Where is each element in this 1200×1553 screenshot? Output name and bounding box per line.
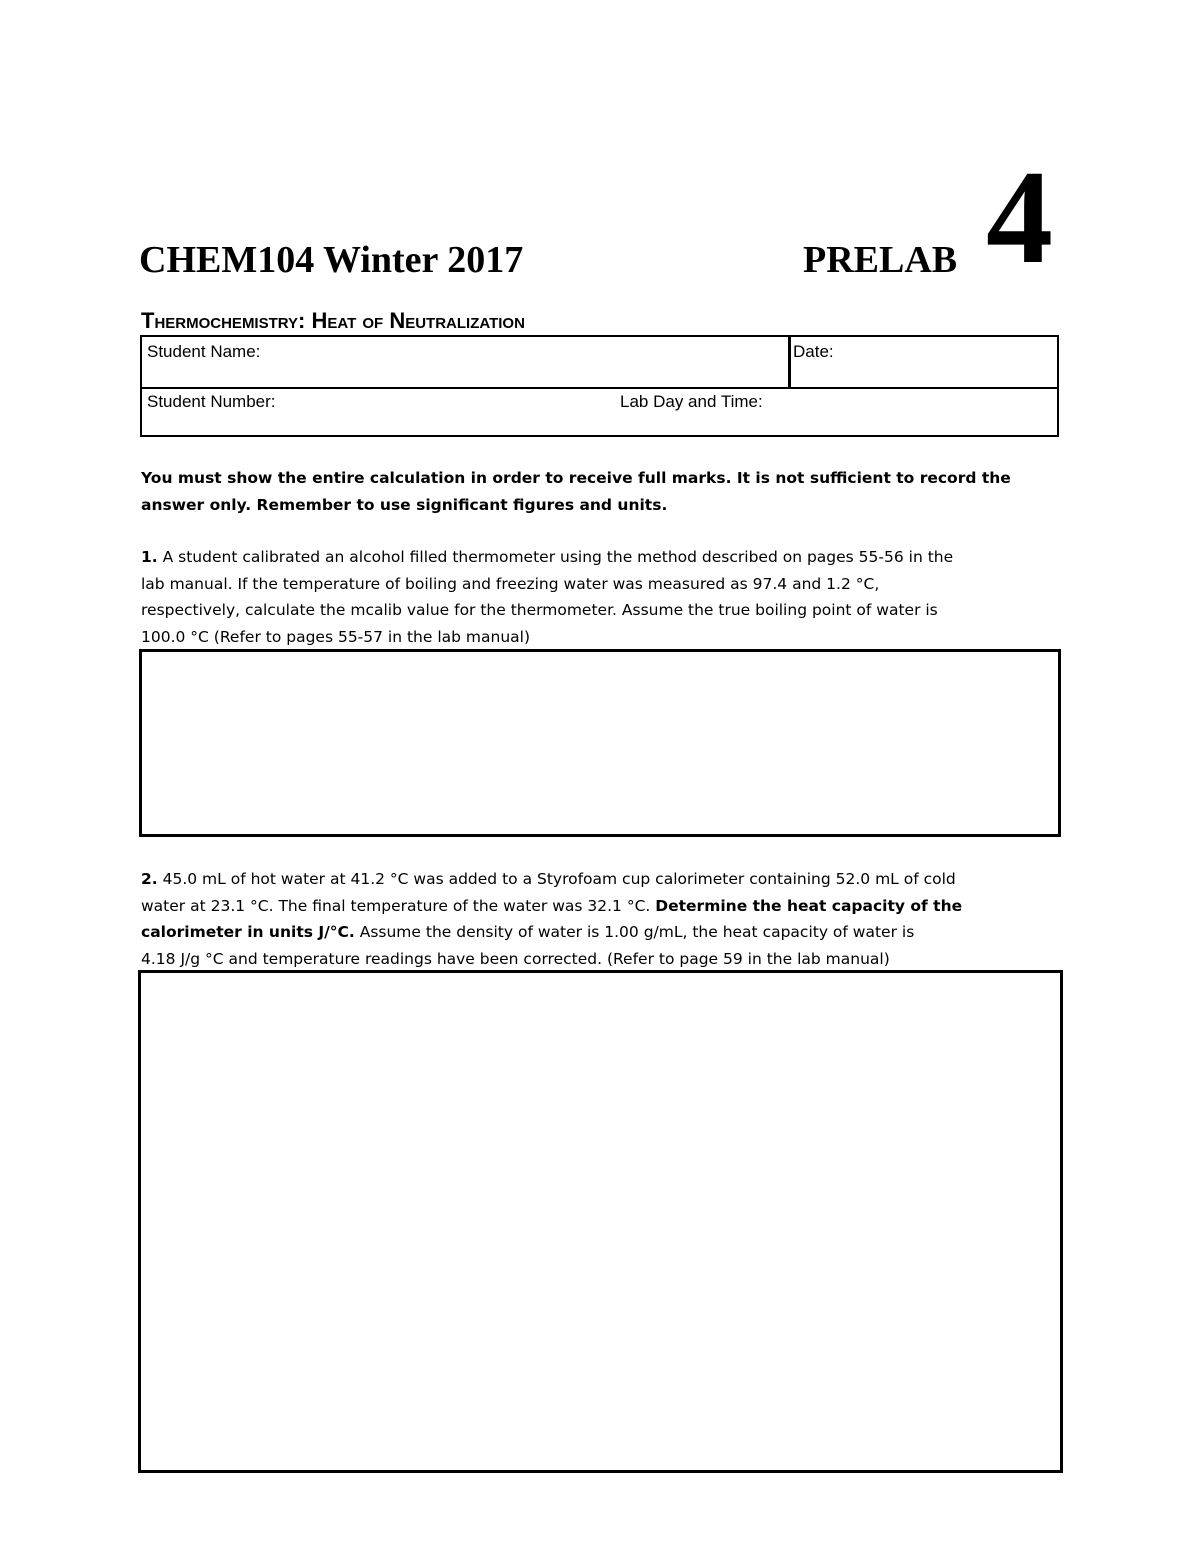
answer-box-question-1[interactable] (139, 649, 1061, 837)
prelab-label: PRELAB (803, 239, 958, 281)
answer-box-question-2[interactable] (138, 970, 1063, 1473)
question-line (141, 866, 1061, 893)
info-column-divider (788, 337, 791, 387)
instructions (141, 465, 1061, 519)
question-line: 100.0 °C (Refer to pages 55-57 in the lab manual) (141, 627, 531, 646)
info-row-number-labday (142, 387, 1057, 435)
student-number-field[interactable]: Student Number: (147, 392, 276, 411)
question-2 (141, 866, 1061, 972)
question-text: 45.0 mL of hot water at 41.2 °C was added to a Styrofoam cup calorimeter containing 52.0 mL of cold (157, 870, 956, 888)
date-field[interactable]: Date: (793, 342, 834, 361)
lab-title: Thermochemistry: Heat of Neutralization (141, 308, 525, 333)
instructions-line: You must show the entire calculation in order to receive full marks. It is not sufficient to record the (141, 469, 1011, 487)
course-title: CHEM104 Winter 2017 (139, 239, 524, 281)
question-text: A student calibrated an alcohol filled thermometer using the method described on pages 55-56 in the (157, 548, 954, 566)
lab-day-time-field[interactable]: Lab Day and Time: (620, 392, 763, 411)
info-row-name-date (142, 337, 1057, 389)
instructions-line: answer only. Remember to use significant figures and units. (141, 496, 668, 514)
question-text-emphasis: Determine the heat capacity of the (655, 896, 963, 915)
question-line (141, 544, 1061, 571)
prelab-number: 4 (986, 143, 1053, 291)
question-1 (141, 544, 1061, 650)
question-line: 4.18 J/g °C and temperature readings have been corrected. (Refer to page 59 in the lab manual) (141, 949, 890, 968)
question-text: water at 23.1 °C. The final temperature of the water was 32.1 °C. (141, 896, 656, 915)
question-line: lab manual. If the temperature of boiling and freezing water was measured as 97.4 and 1.2 °C, (141, 574, 880, 593)
question-number: 2. (141, 870, 158, 888)
question-text: Assume the density of water is 1.00 g/mL, the heat capacity of water is (354, 923, 915, 941)
question-line (141, 893, 1061, 920)
question-line (141, 919, 1061, 946)
student-name-field[interactable]: Student Name: (147, 342, 261, 361)
student-info-table (140, 335, 1059, 437)
question-number: 1. (141, 548, 158, 566)
question-text-emphasis: calorimeter in units J/°C. (141, 923, 355, 941)
question-line: respectively, calculate the mcalib value for the thermometer. Assume the true boiling point of water is (141, 601, 938, 619)
